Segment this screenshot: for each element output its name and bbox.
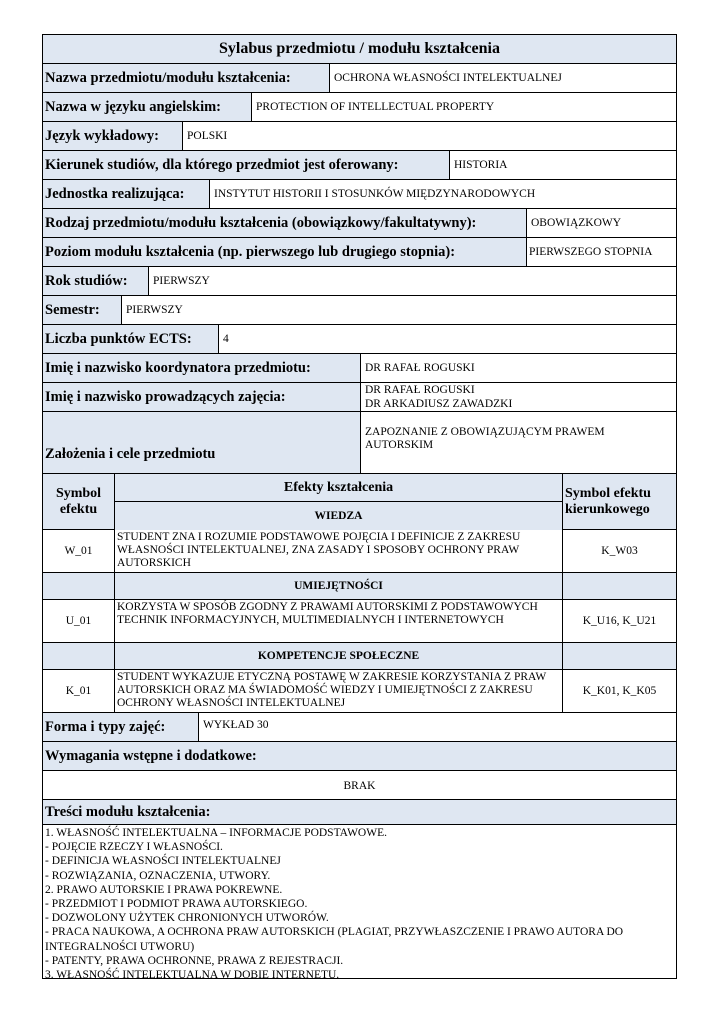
field-label: Poziom modułu kształcenia (np. pierwszego lub drugiego stopnia): [43,238,527,266]
tresci-line: 1. WŁASNOŚĆ INTELEKTUALNA – INFORMACJE PODSTAWOWE. [45,827,387,839]
field-row-wymagania [42,742,677,771]
field-row-jednostka [42,180,677,209]
field-row-nazwa-en [42,93,677,122]
field-label: Treści modułu kształcenia: [43,800,676,824]
tresci-line: 2. PRAWO AUTORSKIE I PRAWA POKREWNE. [45,883,283,896]
field-value: PROTECTION OF INTELLECTUAL PROPERTY [256,101,495,113]
field-label: Imię i nazwisko koordynatora przedmiotu: [43,354,361,382]
field-row-tresci [42,800,677,825]
field-value: HISTORIA [454,159,508,171]
blank-cell [43,573,115,599]
field-value: INSTYTUT HISTORII I STOSUNKÓW MIĘDZYNARODOWYCH [214,188,536,200]
tresci-line: 3. WŁASNOŚĆ INTELEKTUALNA W DOBIE INTERNETU. [45,969,340,982]
effect-symbol: K_01 [43,670,115,712]
field-row-zalozenia [42,412,677,474]
col-kierunkowy-header: Symbol efektu kierunkowego [563,474,676,529]
field-value: DR RAFAŁ ROGUSKI [365,362,475,374]
section-header-umiejetnosci: UMIEJĘTNOŚCI [115,573,563,599]
section-row-kompetencje [42,643,677,670]
field-label: Rodzaj przedmiotu/modułu kształcenia (obowiązkowy/fakultatywny): [43,209,527,237]
field-row-rodzaj [42,209,677,238]
effect-text: STUDENT ZNA I ROZUMIE PODSTAWOWE POJĘCIA I DEFINICJE Z ZAKRESU WŁASNOŚCI INTELEKTUALNEJ, ZNA ZASADY I SPOSOBY OCHRONY PRAW AUTORSKICH [115,530,563,572]
field-value [361,383,676,411]
field-row-poziom [42,238,677,267]
section-header-kompetencje: KOMPETENCJE SPOŁECZNE [115,643,563,669]
field-label: Jednostka realizująca: [43,180,210,208]
field-value: PIERWSZY [126,304,183,316]
tresci-line: - POJĘCIE RZECZY I WŁASNOŚCI. [45,841,223,854]
field-row-forma [42,713,677,742]
field-row-nazwa [42,64,677,93]
effects-header-row [42,474,677,530]
field-value: BRAK [343,780,376,792]
blank-cell [563,573,676,599]
teacher-1: DR RAFAŁ ROGUSKI [365,384,475,396]
field-label: Imię i nazwisko prowadzących zajęcia: [43,383,361,411]
efekty-title: Efekty kształcenia [115,474,562,502]
teacher-2: DR ARKADIUSZ ZAWADZKI [365,398,513,410]
blank-cell [43,643,115,669]
effect-kier: K_W03 [601,545,638,557]
section-header-wiedza: WIEDZA [115,502,562,530]
section-row-umiejetnosci [42,573,677,600]
blank-cell [563,643,676,669]
effect-row-u01 [42,600,677,643]
effect-text: KORZYSTA W SPOSÓB ZGODNY Z PRAWAMI AUTORSKIMI Z PODSTAWOWYCH TECHNIK INFORMACYJNYCH, MULTIMEDIALNYCH I INTERNETOWYCH [115,600,563,642]
field-label: Język wykładowy: [43,122,183,150]
tresci-line: - DEFINICJA WŁASNOŚCI INTELEKTUALNEJ [45,855,281,868]
effect-kier: K_U16, K_U21 [582,615,657,627]
field-label: Kierunek studiów, dla którego przedmiot jest oferowany: [43,151,450,179]
wymagania-value-row [42,771,677,800]
field-row-jezyk [42,122,677,151]
effect-symbol: W_01 [43,530,115,572]
field-value: PIERWSZEGO STOPNIA [529,246,653,258]
col-efekty-header [115,474,563,529]
field-value: OCHRONA WŁASNOŚCI INTELEKTUALNEJ [334,72,562,84]
field-label: Liczba punktów ECTS: [43,325,219,353]
tresci-line: - PATENTY, PRAWA OCHRONNE, PRAWA Z REJESTRACJI. [45,954,344,967]
field-row-ects [42,325,677,354]
field-row-koordynator [42,354,677,383]
field-value: 4 [223,333,229,345]
field-row-prowadzacy [42,383,677,412]
tresci-line: - PRACA NAUKOWA, A OCHRONA PRAW AUTORSKICH (PLAGIAT, PRZYWŁASZCZENIE I PRAWO AUTORA DO INTEGRALNOŚCI UTWORU) [45,926,624,953]
effect-row-k01 [42,670,677,713]
field-value: ZAPOZNANIE Z OBOWIĄZUJĄCYM PRAWEM AUTORSKIM [365,426,605,451]
tresci-content-row [42,825,677,982]
effect-symbol: U_01 [43,600,115,642]
effect-kier: K_K01, K_K05 [582,685,657,697]
col-symbol-header: Symbol efektu [43,474,115,529]
field-label: Założenia i cele przedmiotu [43,412,361,473]
page-title [42,34,677,64]
field-value: OBOWIĄZKOWY [531,217,622,229]
field-value: POLSKI [187,130,228,142]
field-label: Rok studiów: [43,267,149,295]
tresci-line: - ROZWIĄZANIA, OZNACZENIA, UTWORY. [45,869,271,882]
field-value: PIERWSZY [153,275,210,287]
tresci-content [43,825,676,982]
tresci-line: - PRZEDMIOT I PODMIOT PRAWA AUTORSKIEGO. [45,898,308,911]
field-label: Nazwa w języku angielskim: [43,93,252,121]
tresci-line: - DOZWOLONY UŻYTEK CHRONIONYCH UTWORÓW. [45,912,329,925]
field-label: Wymagania wstępne i dodatkowe: [43,742,676,770]
effect-row-w01 [42,530,677,573]
effect-text: STUDENT WYKAZUJE ETYCZNĄ POSTAWĘ W ZAKRESIE KORZYSTANIA Z PRAW AUTORSKICH ORAZ MA ŚWIADOMOŚĆ WIEDZY I UMIEJĘTNOŚCI Z ZAKRESU OCHRONY WŁASNOŚCI INTELEKTUALNEJ [115,670,563,712]
field-row-kierunek [42,151,677,180]
field-value: WYKŁAD 30 [203,719,269,731]
field-row-rok [42,267,677,296]
field-row-semestr [42,296,677,325]
field-label: Semestr: [43,296,122,324]
field-label: Forma i typy zajęć: [43,713,199,741]
title-text: Sylabus przedmiotu / modułu kształcenia [219,40,500,57]
field-label: Nazwa przedmiotu/modułu kształcenia: [43,64,330,92]
